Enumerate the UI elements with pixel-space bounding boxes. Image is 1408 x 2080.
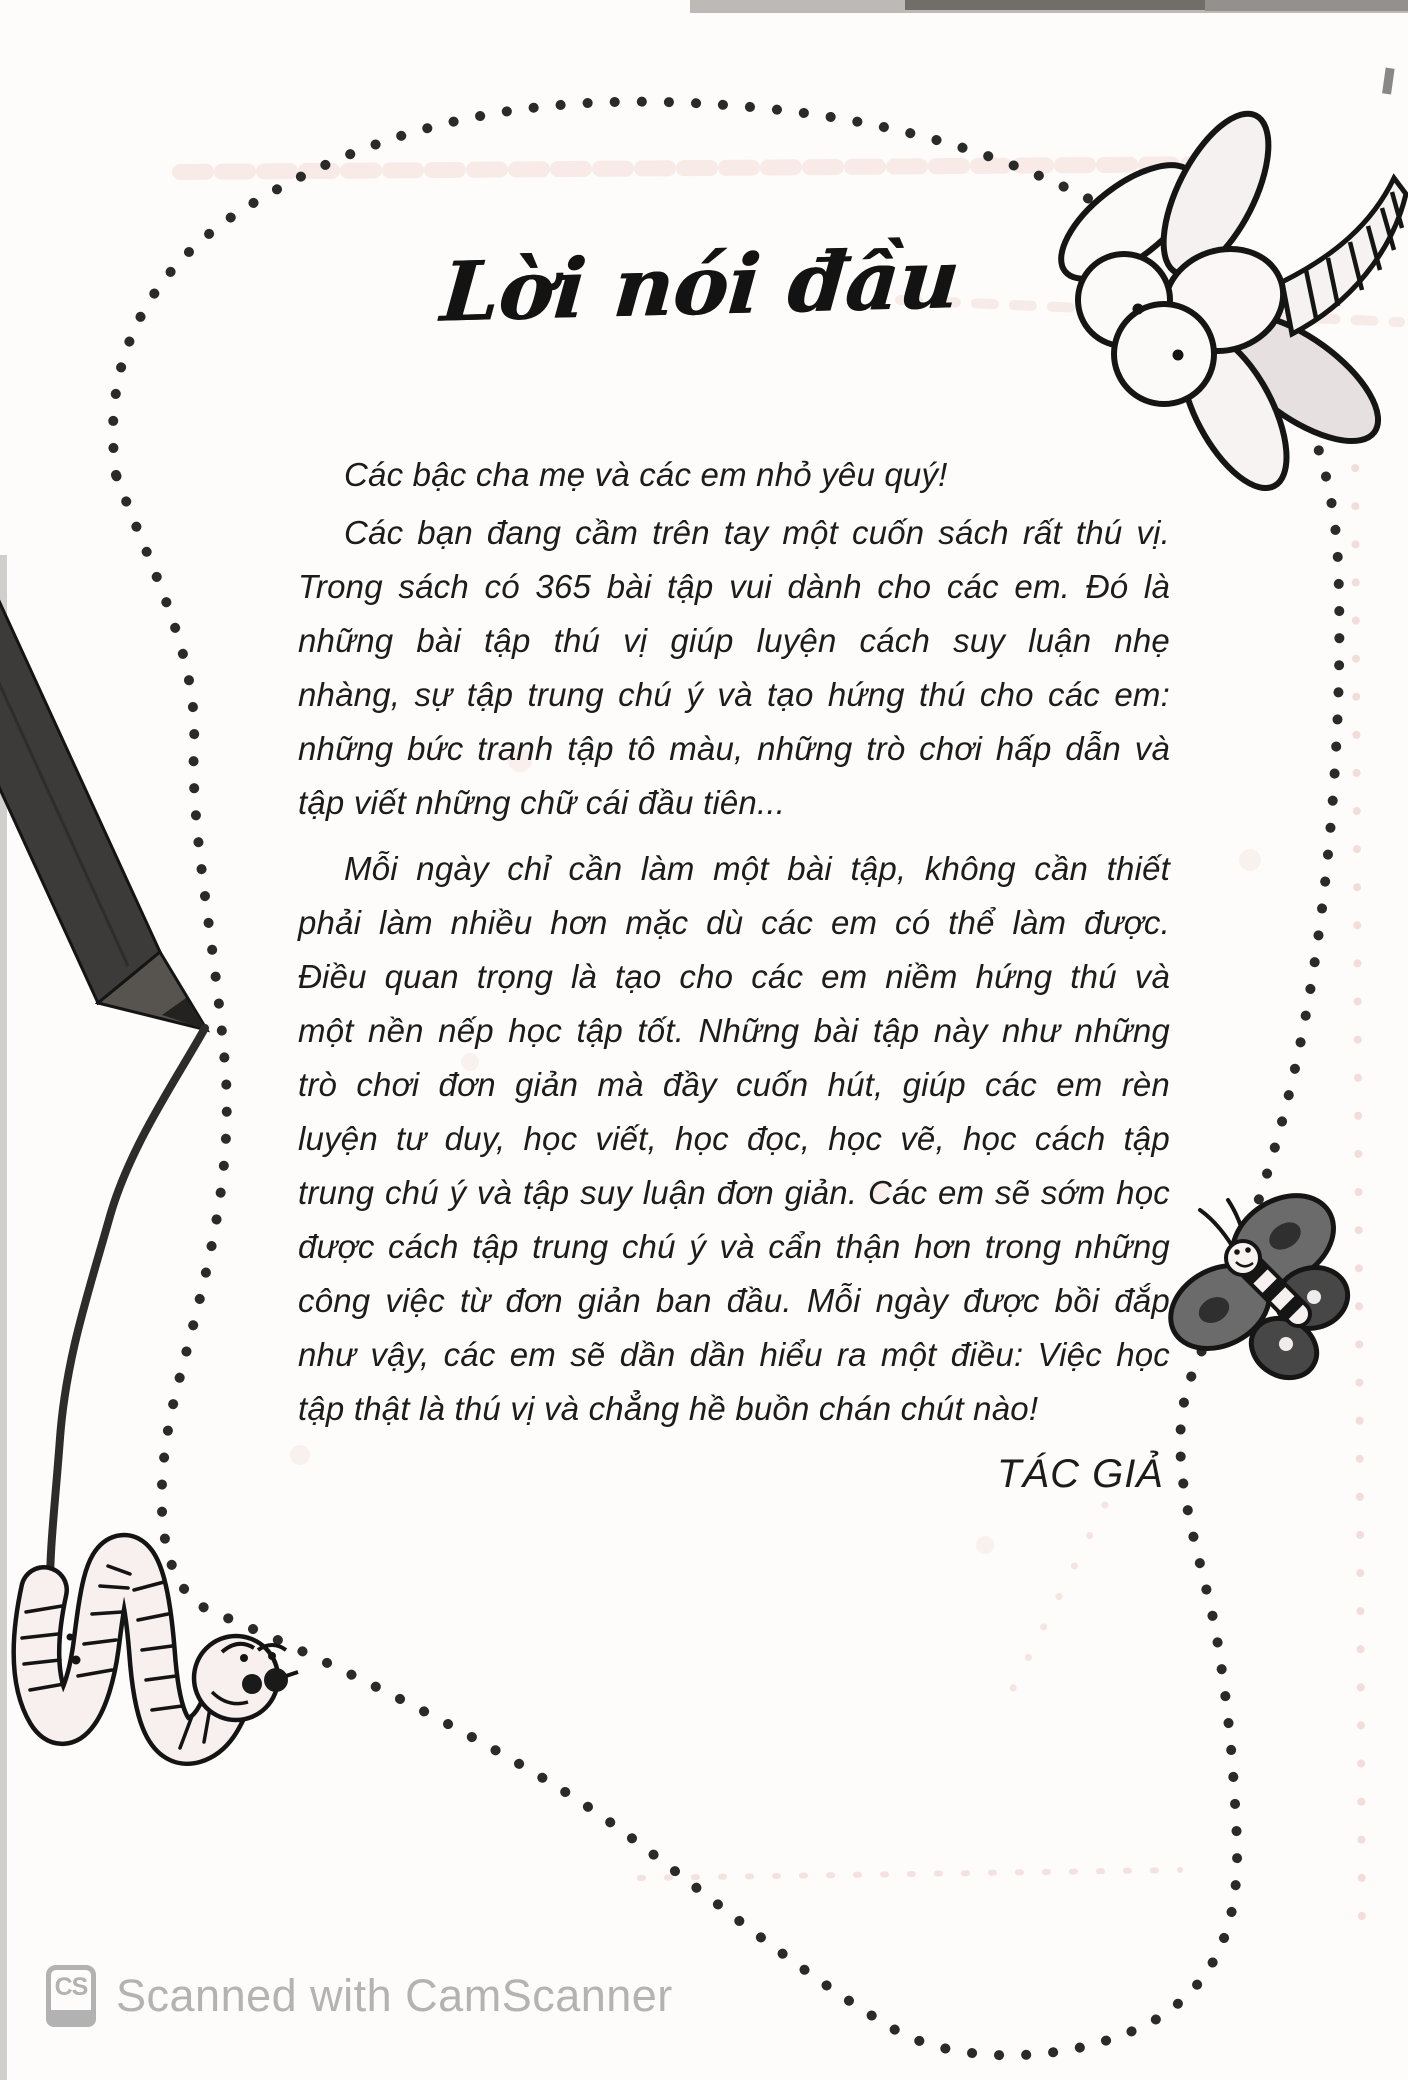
butterfly-illustration (1156, 1177, 1354, 1389)
text-line: như vậy, các em sẽ dần dần hiểu ra một điều: Việc học (298, 1336, 1170, 1373)
text-line: tập viết những chữ cái đầu tiên... (298, 784, 786, 821)
text-line: trò chơi đơn giản mà đầy cuốn hút, giúp các em rèn (298, 1066, 1170, 1103)
camscanner-logo-bar (46, 2010, 96, 2027)
paragraph-advice (298, 842, 1170, 1436)
page-title: Lời nói đầu (437, 231, 963, 341)
text-line: những bài tập thú vị giúp luyện cách suy luận nhẹ (298, 622, 1170, 659)
text-line: Các bậc cha mẹ và các em nhỏ yêu quý! (344, 456, 948, 493)
text-line: tập thật là thú vị và chẳng hề buồn chán chút nào! (298, 1390, 1039, 1427)
pencil-drawn-line (50, 1028, 205, 1600)
paragraph-greeting (298, 448, 1170, 502)
dragonfly-illustration (1043, 98, 1406, 503)
text-line: công việc từ đơn giản ban đầu. Mỗi ngày được bồi đắp (298, 1282, 1170, 1319)
paragraph-intro (298, 506, 1170, 830)
author-signature: TÁC GIẢ (996, 1452, 1164, 1496)
scan-watermark-text: Scanned with CamScanner (116, 1970, 673, 2021)
text-line: Điều quan trọng là tạo cho các em niềm hứng thú và (298, 958, 1170, 995)
camscanner-watermark (46, 1960, 673, 2032)
text-line: một nền nếp học tập tốt. Những bài tập này như những (298, 1012, 1170, 1049)
preface-text (298, 448, 1170, 1497)
camscanner-logo (46, 1965, 96, 2027)
text-line: những bức tranh tập tô màu, những trò chơi hấp dẫn và (298, 730, 1170, 767)
text-line: Trong sách có 365 bài tập vui dành cho các em. Đó là (298, 568, 1170, 605)
camscanner-logo-text: CS (54, 1973, 88, 2001)
pencil-illustration (0, 590, 207, 1030)
text-line: được cách tập trung chú ý và cẩn thận hơn trong những (298, 1228, 1170, 1265)
text-line: nhàng, sự tập trung chú ý và tạo hứng thú cho các em: (298, 676, 1170, 713)
text-line: trung chú ý và tập suy luận đơn giản. Các em sẽ sớm học (298, 1174, 1170, 1211)
text-line: Mỗi ngày chỉ cần làm một bài tập, không cần thiết (344, 850, 1170, 887)
text-line: phải làm nhiều hơn mặc dù các em có thể làm được. (298, 904, 1170, 941)
worm-illustration (22, 1558, 298, 1748)
glasses-icon (242, 1674, 262, 1694)
text-line: luyện tư duy, học viết, học đọc, học vẽ, học cách tập (298, 1120, 1170, 1157)
text-line: Các bạn đang cầm trên tay một cuốn sách rất thú vị. (344, 514, 1170, 551)
